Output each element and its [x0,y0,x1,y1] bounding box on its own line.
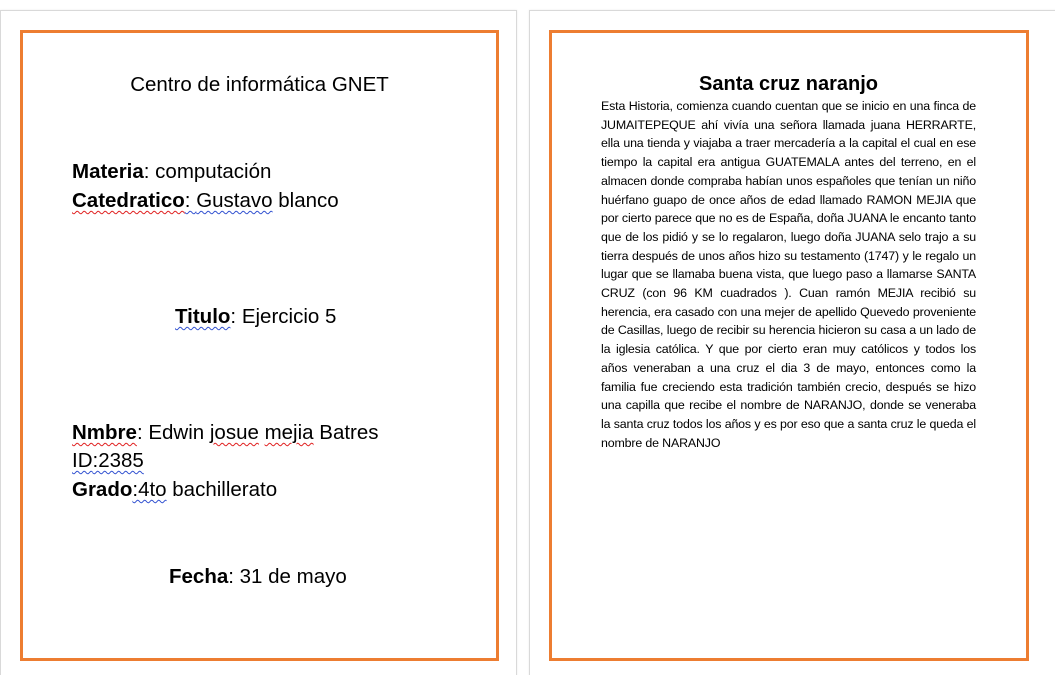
name-line [72,418,379,447]
grade-colon: :4to [132,478,167,501]
grade-label: Grado [72,478,133,501]
teacher-label: Catedratico [72,189,185,212]
subject-label: Materia [72,160,144,183]
id-value: :2385 [92,449,144,472]
teacher-colon: : [184,189,197,212]
document-page-cover[interactable] [0,10,517,675]
document-page-story[interactable] [529,10,1055,675]
teacher-first-name: Gustavo [196,189,273,212]
story-title: Santa cruz naranjo [699,73,878,95]
subject-line [72,157,271,186]
teacher-last-name: blanco [272,189,339,212]
story-body: Esta Historia, comienza cuando cuentan que se inicio en una finca de JUMAITEPEQUE ahí vivía una señora llamada juana HERRARTE, ella una tienda y viajaba a traer mercadería a la capital el cual en ese tiempo la capital era antigua GUATEMALA antes del terreno, en el almacen donde compraba habían unos españoles que tenían un niño huérfano guapo de once años de edad llamado RAMON MEJIA que por cierto parece que no es de España, doña JUANA le encanto tanto que de los pidió y se lo regalaron, luego doña JUANA selo trajo a su tierra después de unos años hizo su testamento (1747) y le regalo un lugar que se llamaba buena vista, que luego paso a llamarse SANTA CRUZ (con 96 KM cuadrados ). Cuan ramón MEJIA recibió su herencia, era casado con una mejer de apellido Quevedo proveniente de Casillas, luego de recibir su herencia hicieron su casa a un lado de la iglesia católica. Y que por cierto eran muy católicos y todos los años veneraban a una cruz el dia 3 de mayo, entonces como la familia fue creciendo esta tradición también crecio, después se hizo una capilla que recibe el nombre de NARANJO, donde se veneraba la santa cruz todos los años y es por eso que a santa cruz le queda el nombre de NARANJO [601,99,976,450]
grade-rest: bachillerato [166,478,278,501]
teacher-line [72,186,339,215]
title-line [175,302,336,331]
name-last: Batres [313,421,379,444]
id-line [72,446,144,475]
title-label: Titulo [175,305,231,328]
name-label: Nmbre [72,421,137,444]
name-mejia: mejia [264,421,314,444]
id-label: ID [72,449,93,472]
subject-value: : computación [143,160,272,183]
date-value: : 31 de mayo [228,565,347,588]
institution-title: Centro de informática GNET [130,73,389,96]
date-line [169,562,347,591]
name-sep: : Edwin [136,421,210,444]
grade-line [72,475,277,504]
name-josue: josue [209,421,259,444]
date-label: Fecha [169,565,229,588]
title-value: : Ejercicio 5 [230,305,337,328]
